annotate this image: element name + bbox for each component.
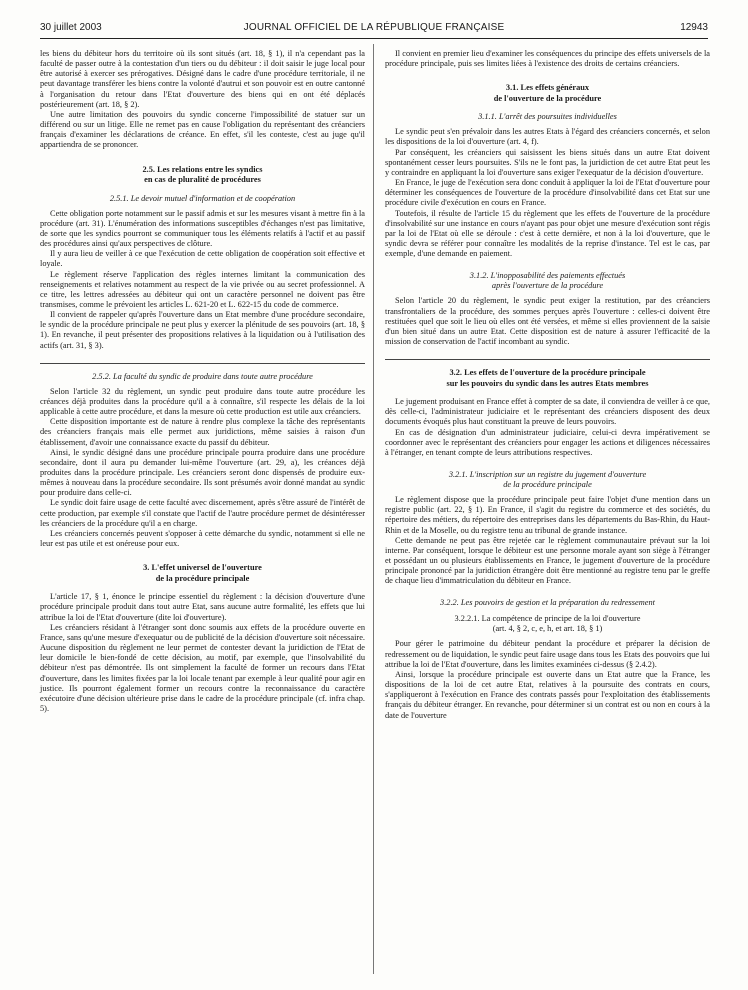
heading-line: en cas de pluralité de procédures bbox=[144, 175, 261, 185]
paragraph: Le syndic doit faire usage de cette faculté avec discernement, après s'être assuré de l'intérêt de cette production, par exemple s'il constate que l'actif de l'autre procédure permet de désintéresser les créanciers de la procédure qu'il a en charge. bbox=[40, 498, 365, 528]
heading-line: de l'ouverture de la procédure bbox=[493, 93, 602, 103]
header-rule bbox=[40, 38, 708, 39]
heading-line: 3.2.2. Les pouvoirs de gestion et la préparation du redressement bbox=[440, 598, 655, 608]
header-journal-title: JOURNAL OFFICIEL DE LA RÉPUBLIQUE FRANÇAISE bbox=[243, 22, 505, 33]
heading-line: 3.2.1. L'inscription sur un registre du jugement d'ouverture bbox=[448, 470, 647, 480]
subsection-heading-3-1-1 bbox=[385, 112, 710, 122]
column-divider bbox=[373, 44, 374, 974]
paragraph: Ainsi, le syndic désigné dans une procédure principale pourra produire dans une procédure secondaire, dont il aura pu demander lui-même l'ouverture (art. 29, a), les créances déjà produites dans la procédure principale. Les créanciers seront donc dispensés de produire eux-mêmes à nouveau dans la procédure secondaire. Ils sont présumés avoir donné mandat au syndic pour produire dans celle-ci. bbox=[40, 447, 365, 498]
section-heading-3 bbox=[40, 563, 365, 584]
paragraph: Il convient de rappeler qu'après l'ouverture dans un Etat membre d'une procédure secondaire, le syndic de la procédure principale ne peut plus y exercer la plénitude de ses pouvoirs (art. 18, § 1). En revanche, il peut présenter des propositions relatives à la liquidation ou à l'utilisation des actifs (art. 31, § 3). bbox=[40, 310, 365, 350]
paragraph: Le règlement dispose que la procédure principale peut faire l'objet d'une mention dans un registre public (art. 22, § 1). En France, il s'agit du registre du commerce et des sociétés, du répertoire des métiers, du répertoire des entreprises dans les départements du Bas-Rhin, du Haut-Rhin et de la Moselle, ou du registre tenu au tribunal de grande instance. bbox=[385, 495, 710, 535]
heading-line: 3.1.1. L'arrêt des poursuites individuelles bbox=[478, 112, 617, 122]
header-date: 30 juillet 2003 bbox=[40, 22, 102, 33]
paragraph: Cette disposition importante est de nature à rendre plus complexe la tâche des représentants des créanciers français mais elle permet aux juridictions, même saisies à raison d'un établissement, d'avoir une connaissance exacte du passif du débiteur. bbox=[40, 417, 365, 447]
heading-line: 2.5.2. La faculté du syndic de produire dans toute autre procédure bbox=[92, 371, 313, 381]
section-heading-3-1 bbox=[385, 83, 710, 104]
paragraph: Selon l'article 20 du règlement, le syndic peut exiger la restitution, par des créanciers transfrontaliers de la procédure, des sommes perçues après l'ouverture : celles-ci doivent être restituées quel que soit le lieu où elles ont été versées, et même si elles proviennent de la saisie d'un bien situé dans un autre Etat. Cette disposition est de nature à assurer l'efficacité de la mission de conservation de l'actif incombant au syndic. bbox=[385, 296, 710, 346]
left-column bbox=[40, 49, 365, 714]
subsection-heading-3-2-2-1 bbox=[385, 614, 710, 634]
paragraph: Les créanciers concernés peuvent s'opposer à cette démarche du syndic, notamment si elle ne leur est pas utile et est onéreuse pour eux. bbox=[40, 528, 365, 549]
section-heading-2-5 bbox=[40, 165, 365, 186]
subsection-heading-2-5-2 bbox=[40, 372, 365, 382]
heading-line: sur les pouvoirs du syndic dans les autres Etats membres bbox=[446, 378, 649, 388]
heading-line: 3.1.2. L'inopposabilité des paiements effectués bbox=[469, 271, 626, 281]
paragraph: Le jugement produisant en France effet à compter de sa date, il conviendra de veiller à ce que, dès celle-ci, l'administrateur judiciaire et le représentant des créanciers disposent des deux documents évoqués plus haut constituant la preuve de leurs pouvoirs. bbox=[385, 397, 710, 427]
heading-line: après l'ouverture de la procédure bbox=[491, 281, 604, 291]
heading-line: 3.2.2.1. La compétence de principe de la loi d'ouverture bbox=[454, 614, 641, 624]
header-page-number: 12943 bbox=[680, 22, 708, 33]
heading-line: 3.1. Les effets généraux bbox=[505, 83, 590, 93]
heading-line: 2.5.1. Le devoir mutuel d'information et de coopération bbox=[109, 193, 296, 203]
paragraph: Ainsi, lorsque la procédure principale est ouverte dans un Etat autre que la France, les dispositions de la loi de cet autre Etat, relatives à la poursuite des contrats en cours, s'appliqueront à l'exécution en France des contrats passés pour l'exploitation des établissements français du débiteur étranger. En revanche, pour déterminer si un contrat est ou non en cours à la date de l'ouverture bbox=[385, 669, 710, 720]
paragraph: Selon l'article 32 du règlement, un syndic peut produire dans toute autre procédure les créances déjà produites dans la procédure qu'il a à connaître, s'il respecte les délais de la loi applicable à cette autre procédure, et dans la mesure où cette production est utile aux créanciers. bbox=[40, 386, 365, 417]
paragraph: Une autre limitation des pouvoirs du syndic concerne l'impossibilité de statuer sur un différend ou sur un litige. Elle ne remet pas en cause l'obligation du représentant des créanciers français d'examiner les déclarations de créance. En effet, s'il les conteste, c'est au juge qu'il appartiendra de se prononcer. bbox=[40, 109, 365, 150]
heading-line: de la procédure principale bbox=[155, 573, 250, 583]
subsection-heading-2-5-1 bbox=[40, 194, 365, 204]
paragraph: Toutefois, il résulte de l'article 15 du règlement que les effets de l'ouverture de la procédure d'insolvabilité sur une instance en cours n'ayant pas pour objet une mesure d'exécution sont régis par la loi de l'Etat où elle se déroule : c'est à cette dernière, et non à la loi d'ouverture, que le syndic devra se référer pour connaître les modalités de la reprise d'instance. Tel est le cas, par exemple, d'une demande en paiement. bbox=[385, 208, 710, 259]
paragraph: Par conséquent, les créanciers qui saisissent les biens situés dans un autre Etat doivent spontanément cesser leurs poursuites. S'ils ne le font pas, la juridiction de cet autre Etat peut les y contraindre en appliquant la loi d'ouverture sans exiger l'exequatur de la décision d'ouverture. bbox=[385, 147, 710, 177]
paragraph: Il y aura lieu de veiller à ce que l'exécution de cette obligation de coopération soit effective et loyale. bbox=[40, 249, 365, 269]
paragraph: L'article 17, § 1, énonce le principe essentiel du règlement : la décision d'ouverture d'une procédure principale produit dans tout autre Etat, sans aucune autre formalité, les effets que lui attribue la loi de l'Etat d'ouverture (dite loi d'ouverture). bbox=[40, 592, 365, 622]
page-header bbox=[40, 22, 708, 42]
paragraph: Cette demande ne peut pas être rejetée car le règlement communautaire prévaut sur la loi interne. Par conséquent, lorsque le débiteur est une personne morale ayant son siège à l'étranger et possédant un ou plusieurs établissements en France, le jugement d'ouverture de la procédure principale prononcé par la juridiction étrangère doit être mentionné au registre tenu par le greffe de chaque lieu d'immatriculation du débiteur en France. bbox=[385, 535, 710, 586]
paragraph: En cas de désignation d'un administrateur judiciaire, celui-ci devra impérativement se coordonner avec le représentant des créanciers pour engager les actions et diligences nécessaires à l'étranger, en tenant compte de leurs attributions respectives. bbox=[385, 427, 710, 457]
subsection-heading-3-2-1 bbox=[385, 470, 710, 490]
paragraph: Pour gérer le patrimoine du débiteur pendant la procédure et préparer la décision de redressement ou de liquidation, le syndic peut faire usage dans tous les Etats des pouvoirs que lui attribue la loi de l'Etat d'ouverture, dans les limites examinées ci-dessus (§ 2.4.2). bbox=[385, 639, 710, 669]
right-column bbox=[385, 49, 710, 721]
heading-line: 2.5. Les relations entre les syndics bbox=[142, 164, 263, 174]
paragraph: les biens du débiteur hors du territoire où ils sont situés (art. 18, § 1), il n'a cependant pas la faculté de passer outre à la contestation d'un tiers ou du débiteur : il doit saisir le juge local pour être autorisé à exercer ses prérogatives. Désigné dans le cadre d'une procédure territoriale, il ne peut davantage transférer les biens contre la volonté d'autrui et son pouvoir est en outre cantonné à l'organisation du retour dans l'Etat d'ouverture des biens qui en ont été déplacés postérieurement (art. 18, § 2). bbox=[40, 49, 365, 109]
subsection-heading-3-1-2 bbox=[385, 271, 710, 291]
section-divider bbox=[385, 359, 710, 360]
section-divider bbox=[40, 363, 365, 364]
paragraph: Le règlement réserve l'application des règles internes limitant la communication des renseignements et relatives notamment au respect de la vie privée ou au secret professionnel. A ce titre, les lettres adressées au débiteur qui ont un caractère personnel ne doivent pas être transmises, comme le prévoient les articles L. 621-20 et L. 622-15 du code de commerce. bbox=[40, 269, 365, 309]
heading-line: 3.2. Les effets de l'ouverture de la procédure principale bbox=[449, 368, 646, 378]
paragraph: Cette obligation porte notamment sur le passif admis et sur les mesures visant à mettre fin à la procédure (art. 31). L'énumération des informations susceptibles d'échanges n'est pas limitative, de sorte que les syndics pourront se communiquer tous les éléments relatifs à l'actif et au passif des procédures ainsi qu'aux perspectives de clôture. bbox=[40, 208, 365, 249]
paragraph: Le syndic peut s'en prévaloir dans les autres Etats à l'égard des créanciers concernés, et selon les dispositions de la loi d'ouverture (art. 4, f). bbox=[385, 127, 710, 147]
section-heading-3-2 bbox=[385, 368, 710, 389]
heading-line: de la procédure principale bbox=[503, 480, 592, 490]
paragraph: Les créanciers résidant à l'étranger sont donc soumis aux effets de la procédure ouverte en France, sans qu'une mesure d'exequatur ou de publicité de la décision d'ouverture soit nécessaire. Aucune disposition du règlement ne leur permet de contester devant la juridiction de l'Etat de leur domicile le bien-fondé de cette décision, au motif, par exemple, que l'insolvabilité du débiteur n'est pas démontrée. Ils ont simplement la faculté de former un recours dans l'Etat d'ouverture, dans les limites fixées par la loi locale tenant par exemple à leur qualité pour agir en justice. Ils pourront également former un recours contre la reconnaissance du caractère exécutoire d'une décision ultérieure prise dans le cadre de la procédure principale (cf. infra chap. 5). bbox=[40, 622, 365, 713]
paragraph: En France, le juge de l'exécution sera donc conduit à appliquer la loi de l'Etat d'ouverture pour déterminer les conséquences de l'ouverture de la procédure d'insolvabilité dans cet Etat sur une procédure civile d'exécution en cours en France. bbox=[385, 178, 710, 208]
heading-line: (art. 4, § 2, c, e, h, et art. 18, § 1) bbox=[492, 624, 603, 634]
heading-line: 3. L'effet universel de l'ouverture bbox=[143, 563, 262, 573]
paragraph: Il convient en premier lieu d'examiner les conséquences du principe des effets universels de la procédure principale, puis ses limites liées à l'existence des droits de certains créanciers. bbox=[385, 49, 710, 69]
subsection-heading-3-2-2 bbox=[385, 598, 710, 608]
